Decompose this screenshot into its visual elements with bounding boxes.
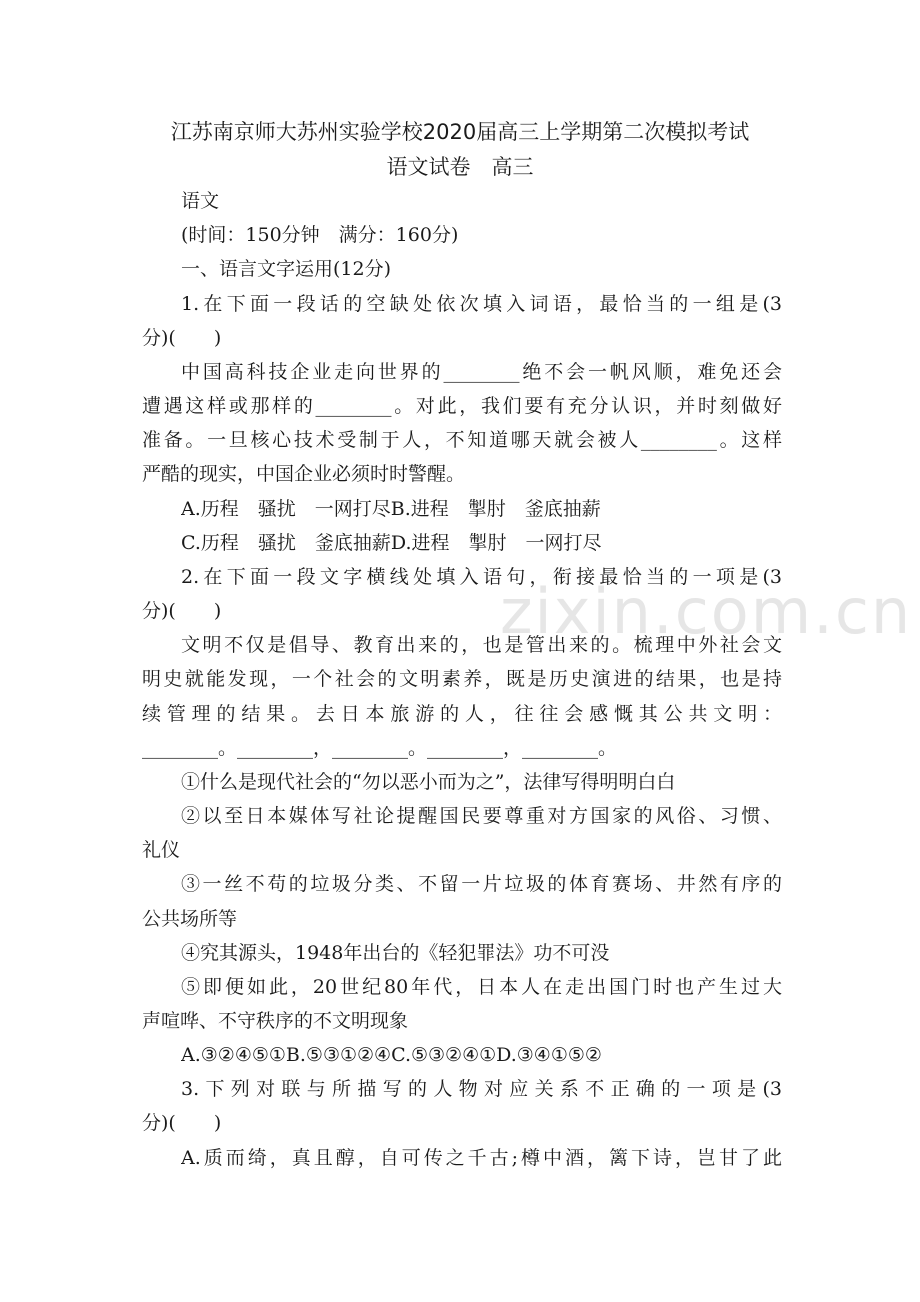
question-1-options: C.历程 骚扰 釜底抽薪D.进程 掣肘 一网打尽 (181, 532, 602, 554)
document-subtitle: 语文试卷 高三 (386, 155, 534, 179)
question-2-sentence-cont: 声喧哗、不守秩序的不文明现象 (142, 1010, 409, 1032)
question-2-sentence: ④究其源头，1948年出台的《轻犯罪法》功不可没 (181, 942, 610, 964)
question-1-stem-cont: 分)( ) (142, 327, 222, 349)
question-2-stem: 2.在下面一段文字横线处填入语句，衔接最恰当的一项是(3 (181, 566, 782, 588)
watermark: zixin.com.cn (500, 575, 913, 648)
question-1-passage: 遭遇这样或那样的________。对此，我们要有充分认识，并时刻做好 (142, 395, 782, 417)
question-3-option-a: A.质而绮，真且醇，自可传之千古;樽中酒，篱下诗，岂甘了此 (181, 1147, 782, 1169)
section-heading: 一、语言文字运用(12分) (181, 258, 392, 280)
question-1-passage: 严酷的现实，中国企业必须时时警醒。 (142, 463, 466, 485)
question-2-sentence-cont: 礼仪 (142, 839, 181, 861)
question-1-passage: 中国高科技企业走向世界的________绝不会一帆风顺，难免还会 (181, 361, 782, 383)
question-2-passage: 文明不仅是倡导、教育出来的，也是管出来的。梳理中外社会文 (181, 634, 782, 656)
question-1-stem: 1.在下面一段话的空缺处依次填入词语，最恰当的一组是(3 (181, 293, 782, 315)
subject-label: 语文 (181, 190, 220, 212)
question-2-sentence: ②以至日本媒体写社论提醒国民要尊重对方国家的风俗、习惯、 (181, 805, 782, 827)
question-2-stem-cont: 分)( ) (142, 600, 222, 622)
question-3-stem: 3.下列对联与所描写的人物对应关系不正确的一项是(3 (181, 1078, 782, 1100)
time-info: (时间：150分钟 满分：160分) (181, 224, 459, 246)
document-title: 江苏南京师大苏州实验学校2020届高三上学期第二次模拟考试 (170, 120, 750, 144)
question-2-blanks: ________。________，________。________，________。 (142, 737, 618, 759)
question-1-passage: 准备。一旦核心技术受制于人，不知道哪天就会被人________。这样 (142, 429, 782, 451)
question-2-options: A.③②④⑤①B.⑤③①②④C.⑤③②④①D.③④①⑤② (181, 1044, 602, 1066)
question-2-sentence: ①什么是现代社会的“勿以恶小而为之”，法律写得明明白白 (181, 771, 676, 793)
question-3-stem-cont: 分)( ) (142, 1112, 222, 1134)
question-2-sentence: ⑤即便如此，20世纪80年代，日本人在走出国门时也产生过大 (181, 976, 782, 998)
question-2-passage: 续管理的结果。去日本旅游的人，往往会感慨其公共文明： (142, 703, 782, 725)
question-2-sentence: ③一丝不苟的垃圾分类、不留一片垃圾的体育赛场、井然有序的 (181, 873, 782, 895)
question-1-options: A.历程 骚扰 一网打尽B.进程 掣肘 釜底抽薪 (181, 498, 601, 520)
question-2-passage: 明史就能发现，一个社会的文明素养，既是历史演进的结果，也是持 (142, 668, 782, 690)
question-2-sentence-cont: 公共场所等 (142, 908, 238, 930)
